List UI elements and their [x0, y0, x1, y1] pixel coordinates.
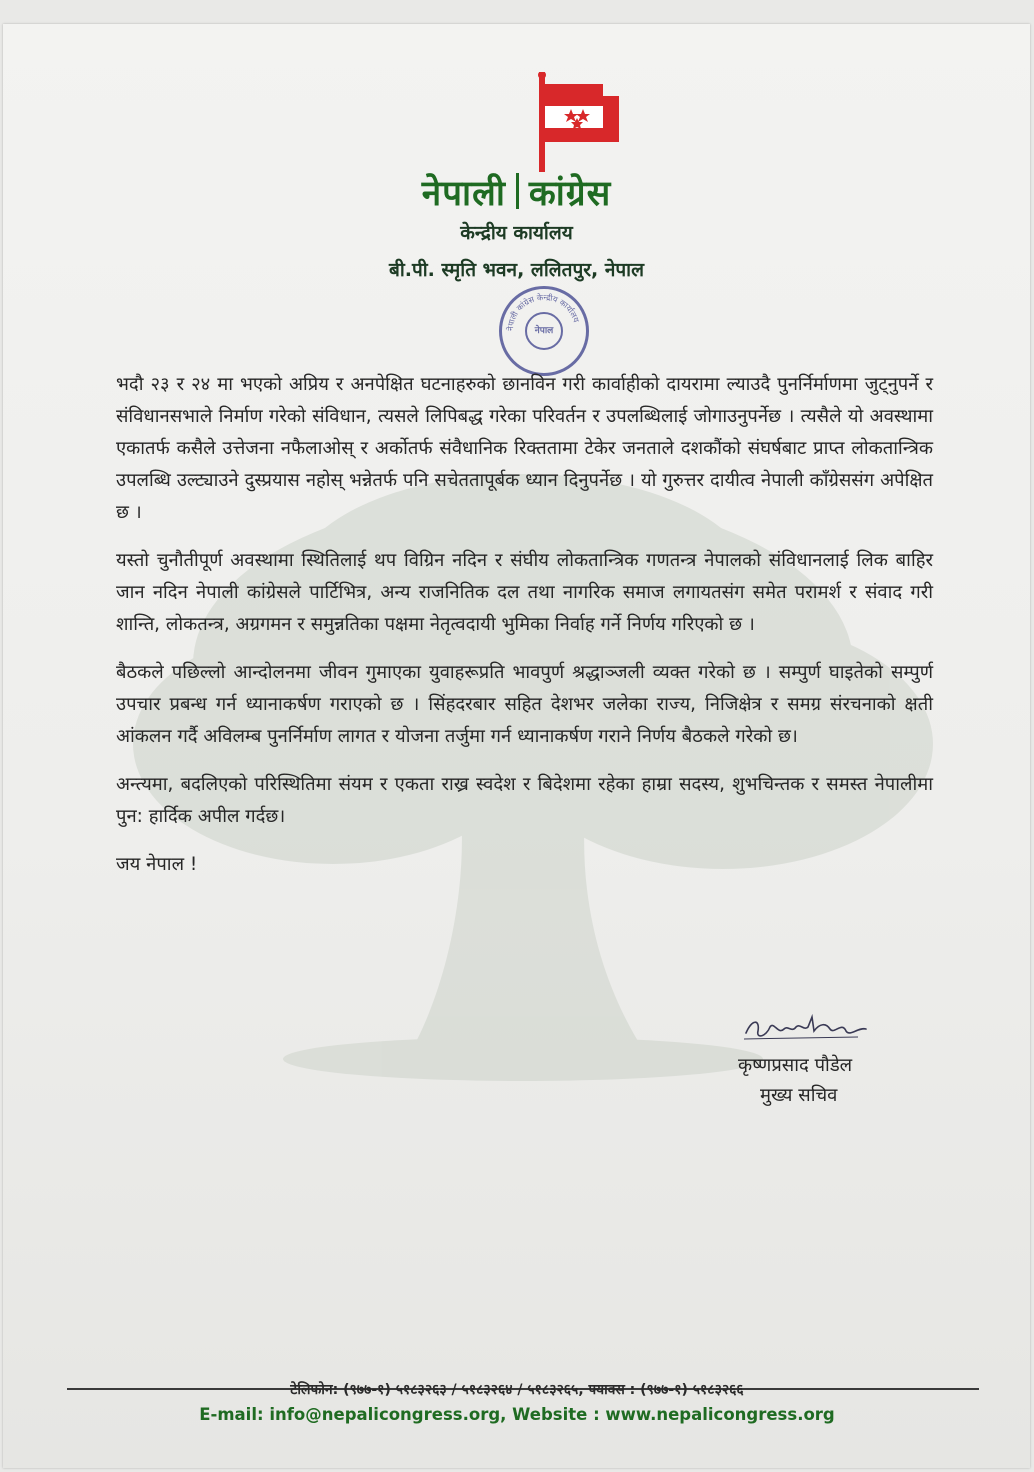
paragraph-3: बैठकले पछिल्लो आन्दोलनमा जीवन गुमाएका युवाहरूप्रति भावपुर्ण श्रद्धाञ्जली व्यक्त गरेको छ । सम्पुर्ण घाइतेको सम्पुर्ण उपचार प्रबन्ध गर्न ध्यानाकर्षण गराएको छ । सिंहदरबार सहित देशभर जलेका राज्य, निजिक्षेत्र र समग्र संरचनाको क्षती आंकलन गर्दै अविलम्ब पुनर्निर्माण लागत र योजना तर्जुमा गर्न ध्यानाकर्षण गराने निर्णय बैठकले गरेको छ। [116, 662, 933, 747]
office-address: बी.पी. स्मृति भवन, ललितपुर, नेपाल [388, 259, 644, 281]
seal-center-text: नेपाल [525, 312, 563, 350]
seal-ring-text: नेपाली कांग्रेस केन्द्रीय कार्यालय [505, 292, 581, 332]
paragraph-1: भदौ २३ र २४ मा भएको अप्रिय र अनपेक्षित घटनाहरुको छानविन गरी कार्वाहीको दायरामा ल्याउदै पुनर्निर्माणमा जुट्नुपर्ने र संविधानसभाले निर्माण गरेको संविधान, त्यसले लिपिबद्ध गरेका परिवर्तन र उपलब्धिलाई जोगाउनुपर्नेछ । त्यसैले यो अवस्थामा एकातर्फ कसैले उत्तेजना नफैलाओस् र अर्कोतर्फ संवैधानिक रिक्ततामा टेकेर जनताले दशकौंको संघर्षबाट प्राप्त लोकतान्त्रिक उपलब्धि उल्ट्याउने दुस्प्रयास नहोस् भन्नेतर्फ पनि सचेततापूर्बक ध्यान दिनुपर्नेछ । यो गुरुत्तर दायीत्व नेपाली काँग्रेससंग अपेक्षित छ । [116, 374, 933, 523]
signatory-name: कृष्णप्रसाद पौडेल [738, 1055, 853, 1076]
paragraph-4: अन्त्यमा, बदलिएको परिस्थितिमा संयम र एकता राख्र स्वदेश र बिदेशमा रहेका हाम्रा सदस्य, शुभचिन्तक र समस्त नेपालीमा पुन: हार्दिक अपील गर्दछ। [116, 774, 933, 827]
party-flag-logo-icon [523, 72, 633, 172]
official-seal [499, 286, 589, 376]
closing-salutation: जय नेपाल ! [116, 854, 198, 875]
footer-contact: E-mail: info@nepalicongress.org, Website : www.nepalicongress.org [199, 1405, 835, 1424]
footer-phone: टेलिफोन: (९७७-१) ५१८३२६३ / ५१८३२६४ / ५१८३२६५, फ्याक्स : (९७७-१) ५१८३२६६ [290, 1382, 744, 1398]
party-name [3, 169, 1030, 216]
signatory-title: मुख्य सचिव [760, 1085, 838, 1106]
signature-scribble [738, 1009, 878, 1049]
signatory [738, 1051, 908, 1111]
party-name-left: नेपाली [421, 174, 506, 214]
letter-page [3, 24, 1030, 1468]
logo-divider [516, 173, 519, 209]
party-name-right: कांग्रेस [528, 174, 612, 214]
paragraph-2: यस्तो चुनौतीपूर्ण अवस्थामा स्थितिलाई थप विग्रिन नदिन र संघीय लोकतान्त्रिक गणतन्त्र नेपालको संविधानलाई लिक बाहिर जान नदिन नेपाली कांग्रेसले पार्टिभित्र, अन्य राजनितिक दल तथा नागरिक समाज लगायतसंग समेत परामर्श र संवाद गरी शान्ति, लोकतन्त्र, अग्रगमन र समुन्नतिका पक्षमा नेतृत्वदायी भुमिका निर्वाह गर्ने निर्णय गरिएको छ । [116, 550, 933, 635]
office-name: केन्द्रीय कार्यालय [460, 222, 573, 244]
letter-body [116, 369, 933, 897]
